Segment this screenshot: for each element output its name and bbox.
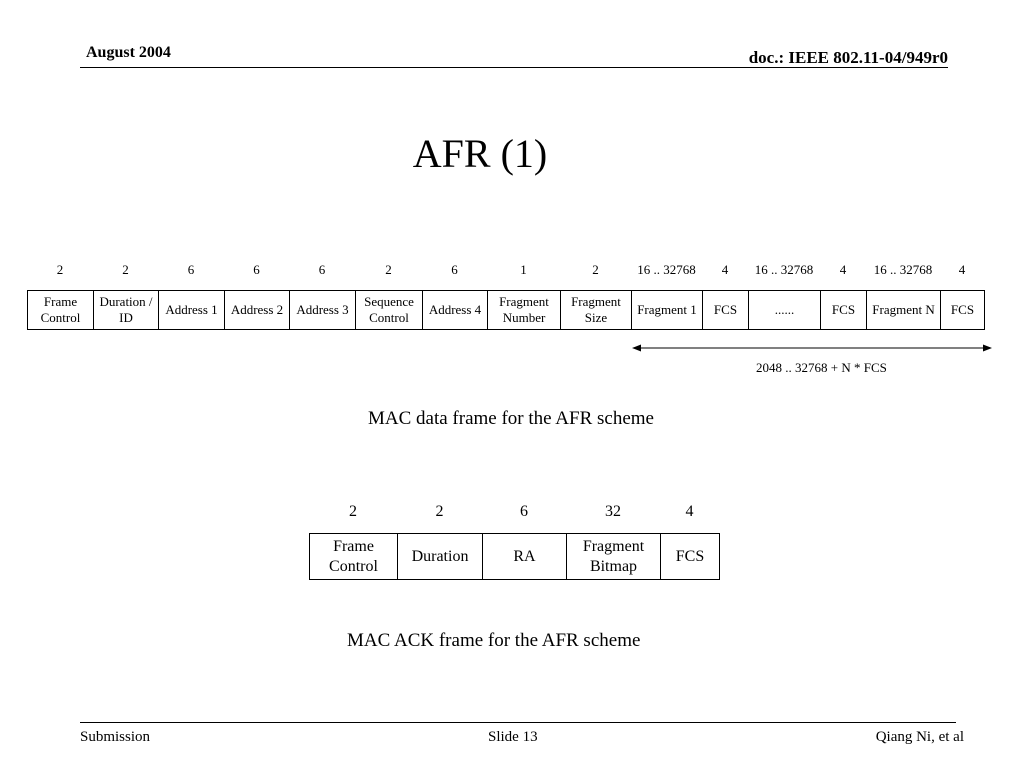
header-date: August 2004 <box>86 44 171 61</box>
field-fcs: FCS <box>703 291 749 330</box>
footer-rule <box>80 722 956 723</box>
ack-frame-fields <box>310 534 720 580</box>
span-label: 2048 .. 32768 + N * FCS <box>756 360 887 375</box>
field-ra: RA <box>483 534 567 580</box>
field-size: 4 <box>685 503 694 520</box>
field-duration: Duration <box>398 534 483 580</box>
header-doc-id: doc.: IEEE 802.11-04/949r0 <box>748 48 948 67</box>
field-fragment-number: Fragment Number <box>488 291 561 330</box>
arrow-right-icon <box>983 345 992 352</box>
slide-title: AFR (1) <box>412 131 548 176</box>
span-arrow <box>630 340 996 356</box>
data-frame-caption: MAC data frame for the AFR scheme <box>368 408 654 429</box>
field-fcs: FCS <box>941 291 985 330</box>
data-frame-fields <box>28 291 985 330</box>
field-size: 4 <box>839 262 847 277</box>
field-duration-id: Duration / ID <box>94 291 159 330</box>
field-size: 16 .. 32768 <box>873 262 933 277</box>
field-address-1: Address 1 <box>159 291 225 330</box>
field-address-3: Address 3 <box>290 291 356 330</box>
field-size: 6 <box>187 262 195 277</box>
footer-slide-number: Slide 13 <box>488 729 538 745</box>
field-address-4: Address 4 <box>423 291 488 330</box>
field-size: 2 <box>592 262 599 277</box>
field-size: 6 <box>318 262 326 277</box>
field-size: 16 .. 32768 <box>637 262 696 277</box>
field-size: 6 <box>520 503 528 520</box>
field-size: 1 <box>520 262 527 277</box>
field-fcs: FCS <box>821 291 867 330</box>
field-size: 6 <box>253 262 260 277</box>
footer-author: Qiang Ni, et al <box>875 729 964 745</box>
field-frame-control: Frame Control <box>28 291 94 330</box>
ack-frame-caption: MAC ACK frame for the AFR scheme <box>347 630 641 651</box>
field-size: 32 <box>605 503 621 520</box>
field-size: 2 <box>56 262 64 277</box>
field-size: 2 <box>385 262 392 277</box>
field-fragment-1: Fragment 1 <box>632 291 703 330</box>
field-size: 2 <box>349 503 357 520</box>
field-fragment-n: Fragment N <box>867 291 941 330</box>
field-fcs: FCS <box>661 534 720 580</box>
arrow-left-icon <box>632 345 641 352</box>
data-frame-size-row <box>27 262 984 278</box>
field-fragment-size: Fragment Size <box>561 291 632 330</box>
field-frame-control: Frame Control <box>310 534 398 580</box>
field-address-2: Address 2 <box>225 291 290 330</box>
data-frame-table <box>27 290 985 330</box>
field-sequence-control: Sequence Control <box>356 291 423 330</box>
ack-frame-size-row <box>309 503 719 521</box>
ack-frame-table <box>309 533 720 580</box>
field-ellipsis: ...... <box>749 291 821 330</box>
footer-submission: Submission <box>80 729 151 745</box>
header-rule <box>80 67 948 68</box>
field-size: 2 <box>122 262 129 277</box>
field-size: 2 <box>435 503 444 520</box>
field-size: 4 <box>721 262 729 277</box>
field-size: 16 .. 32768 <box>754 262 814 277</box>
field-size: 6 <box>451 262 458 277</box>
field-size: 4 <box>958 262 966 277</box>
field-fragment-bitmap: Fragment Bitmap <box>567 534 661 580</box>
